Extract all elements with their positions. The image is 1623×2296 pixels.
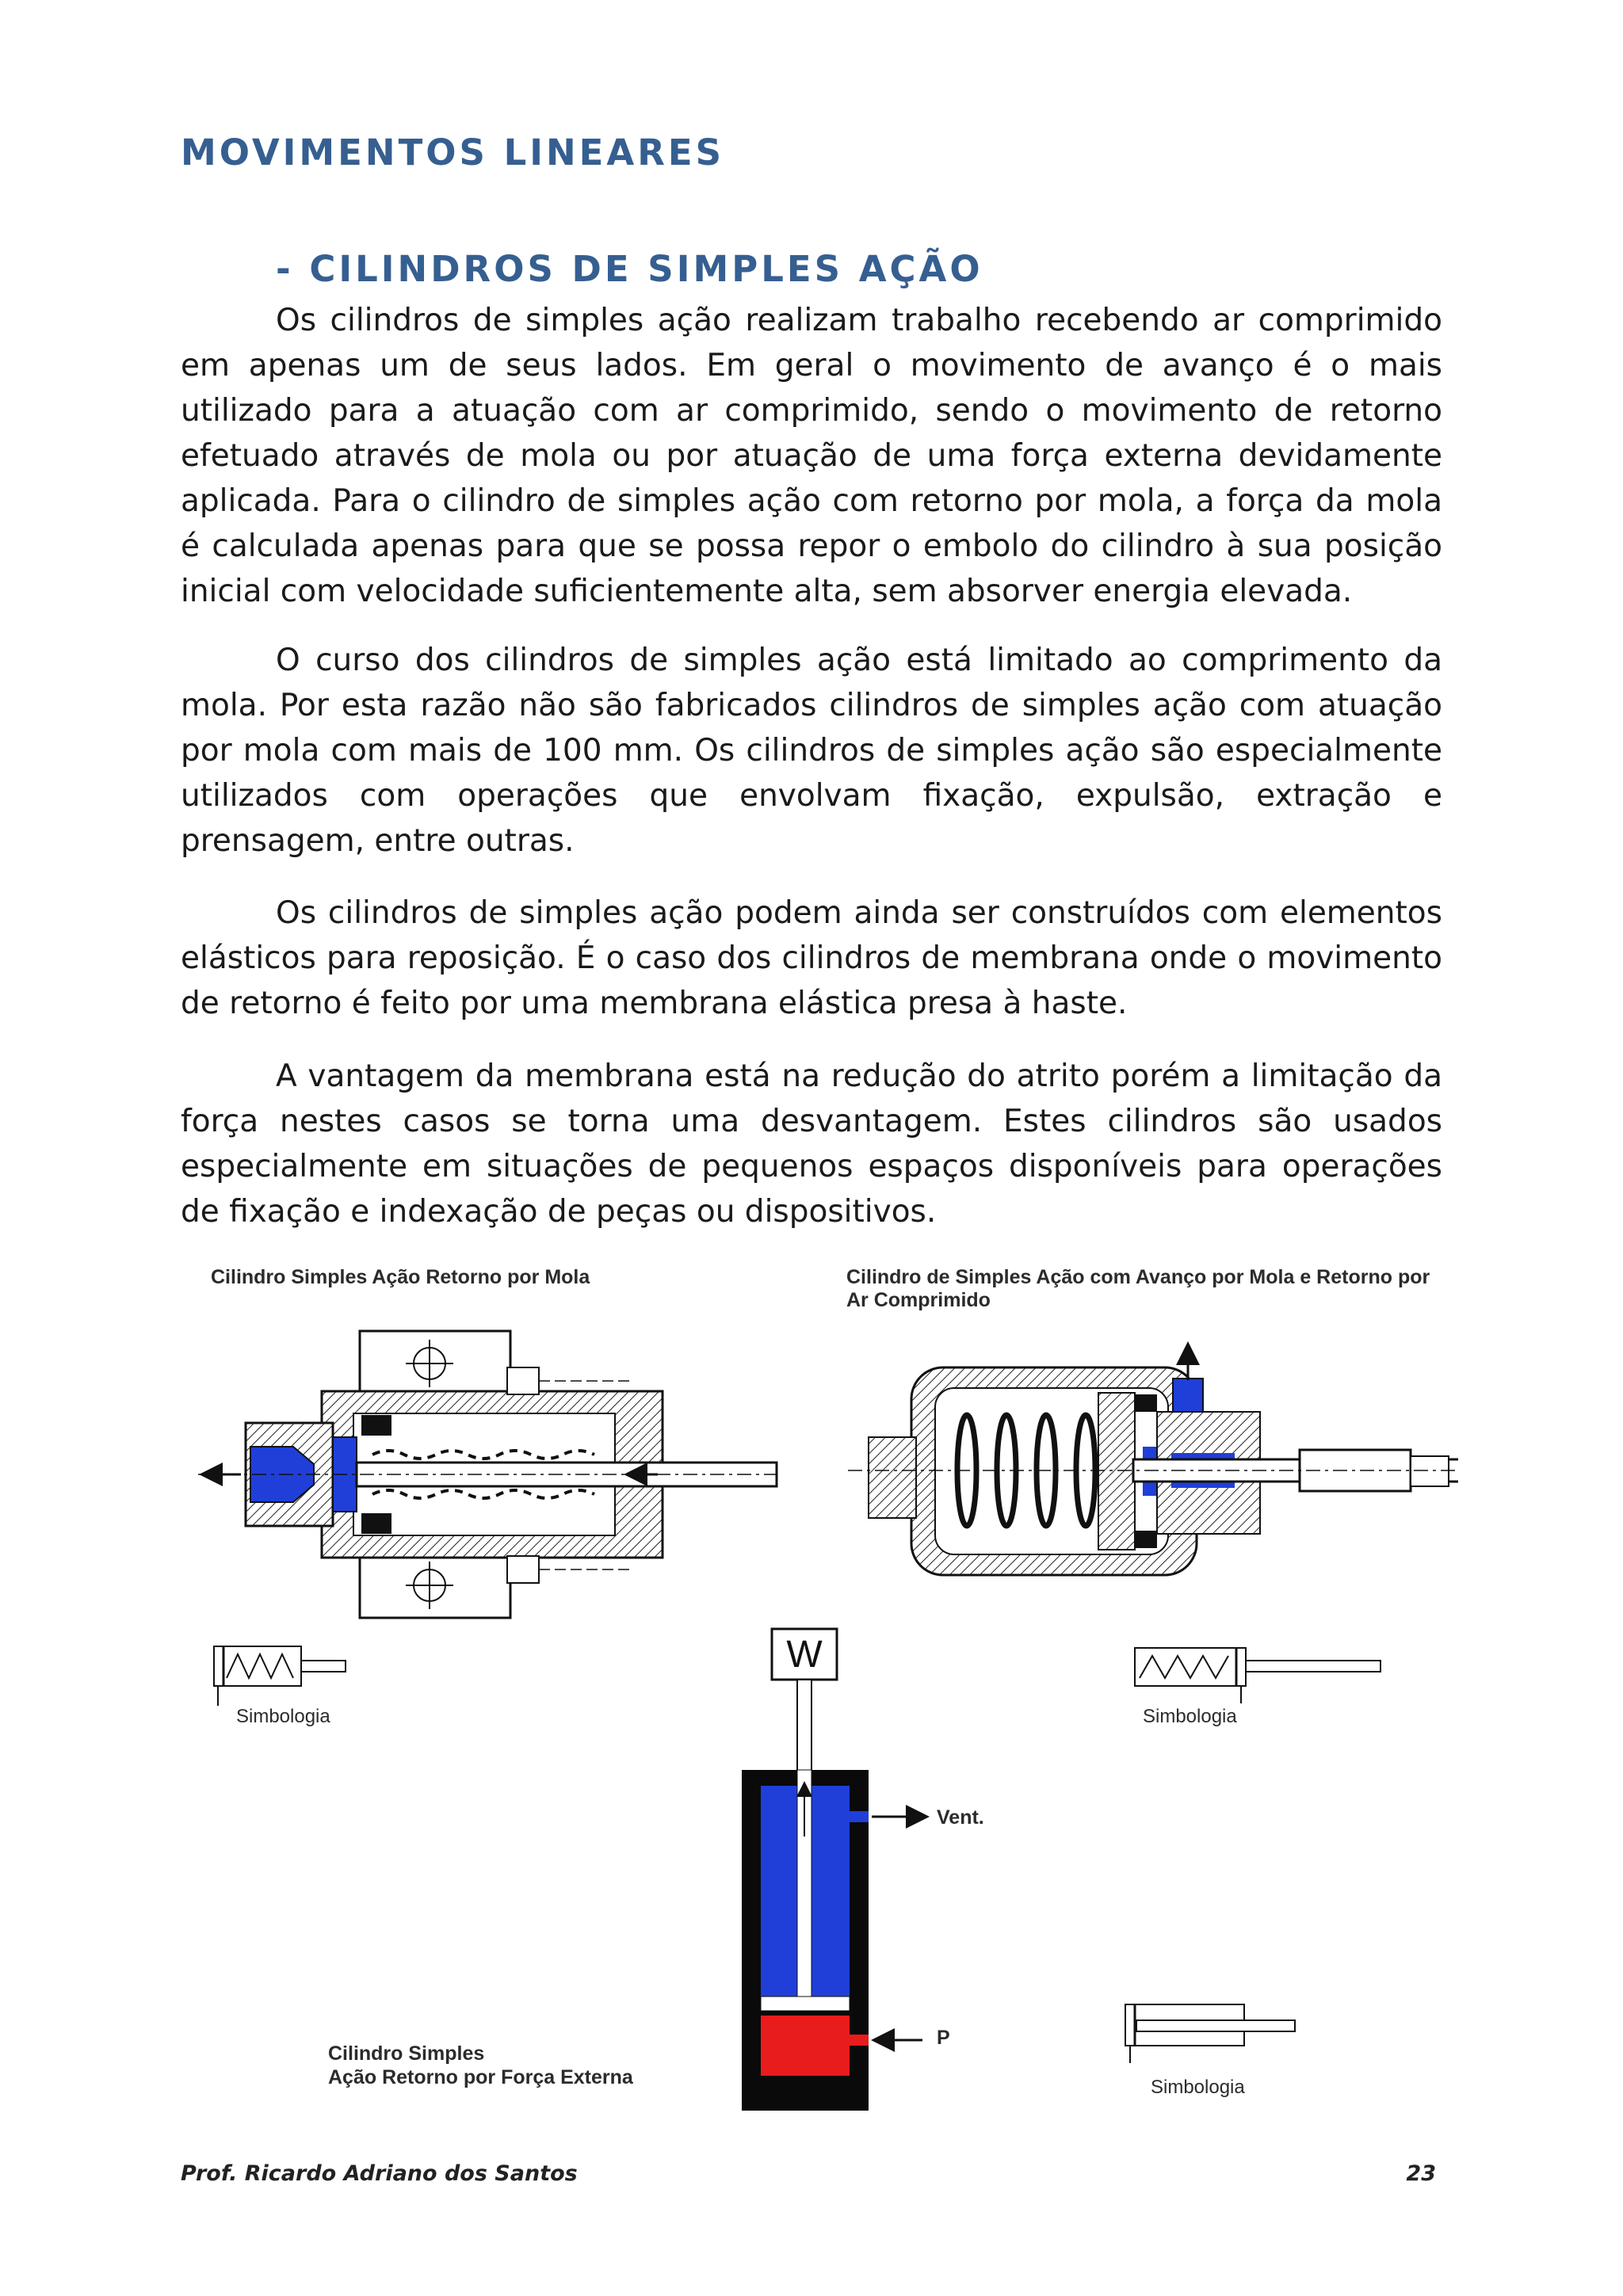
right-cylinder-caption-line2: Ar Comprimido — [846, 1289, 991, 1311]
paragraph-4: A vantagem da membrana está na redução do atrito porém a limitação da força nestes casos se torna uma desvantagem. Estes cilindros são usados especialmente em situações de pequenos espaços disponíveis para operações de fixação e indexação de peças ou dispositivos. — [181, 1058, 1442, 1230]
cylinder-figure — [174, 1250, 1458, 2114]
left-symbol-label: Simbologia — [236, 1706, 330, 1727]
paragraph-3: Os cilindros de simples ação podem ainda ser construídos com elementos elásticos para reposição. É o caso dos cilindros de membrana onde o movimento de retorno é feito por uma membrana elástica presa à haste. — [181, 895, 1442, 1021]
external-force-symbol — [1125, 2004, 1295, 2098]
right-cylinder-caption-line1: Cilindro de Simples Ação com Avanço por Mola e Retorno por — [846, 1266, 1430, 1288]
left-cylinder-caption: Cilindro Simples Ação Retorno por Mola — [211, 1266, 590, 1288]
bottom-caption-line1: Cilindro Simples — [328, 2042, 485, 2065]
bottom-caption-line2: Ação Retorno por Força Externa — [328, 2066, 633, 2088]
spring-return-symbol — [214, 1646, 346, 1727]
page-number: 23 — [1406, 2161, 1436, 2186]
paragraph-1: Os cilindros de simples ação realizam trabalho recebendo ar comprimido em apenas um de seus lados. Em geral o movimento de avanço é o mais utilizado para a atuação com ar comprimido, sendo o movimento de retorno efetuado através de mola ou por atuação de uma força externa devidamente aplicada. Para o cilindro de simples ação com retorno por mola, a força da mola é calculada apenas para que se possa repor o embolo do cilindro à sua posição inicial com velocidade suficientemente alta, sem absorver energia elevada. — [181, 303, 1442, 609]
spring-return-cylinder-drawing — [198, 1331, 777, 1618]
section-title: MOVIMENTOS LINEARES — [181, 132, 725, 174]
weight-label: W — [786, 1634, 823, 1676]
subsection-title: - CILINDROS DE SIMPLES AÇÃO — [276, 248, 983, 290]
external-force-cylinder-drawing — [742, 1629, 984, 2111]
pressure-label: P — [937, 2027, 950, 2049]
vent-label: Vent. — [937, 1806, 984, 1829]
paragraph-2: O curso dos cilindros de simples ação está limitado ao comprimento da mola. Por esta razão não são fabricados cilindros de simples ação com atuação por mola com mais de 100 mm. Os cilindros de simples ação são especialmente utilizados com operações que envolvam fixação, expulsão, extração e prensagem, entre outras. — [181, 643, 1442, 859]
spring-advance-cylinder-drawing — [848, 1344, 1458, 1575]
spring-advance-symbol — [1135, 1648, 1381, 1727]
right-symbol-label: Simbologia — [1143, 1706, 1237, 1727]
footer-author: Prof. Ricardo Adriano dos Santos — [181, 2161, 578, 2186]
bottom-symbol-label: Simbologia — [1151, 2077, 1245, 2098]
